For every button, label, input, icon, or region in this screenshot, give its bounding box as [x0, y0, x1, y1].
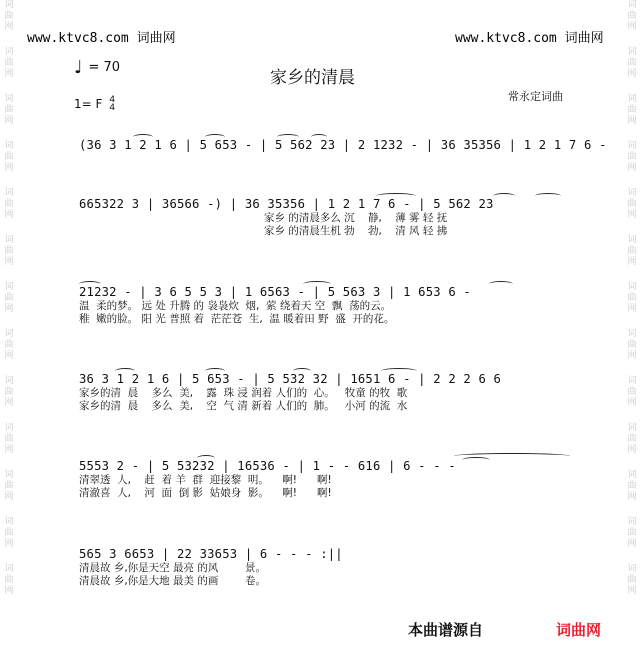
watermark-char: 网: [627, 304, 637, 314]
watermark-char: 网: [4, 304, 14, 314]
watermark-char: 网: [4, 210, 14, 220]
watermark-char: 词: [627, 47, 637, 57]
lyric-line: 家乡的清 晨 多么 美, 空 气 清 新着 人们的 肺。 小河 的流 水: [79, 400, 408, 412]
watermark-char: 词: [627, 564, 637, 574]
watermark-char: 曲: [4, 340, 14, 350]
watermark-char: 曲: [627, 481, 637, 491]
slur-mark: [381, 368, 417, 374]
source-label: 本曲谱源自: [408, 621, 484, 639]
tempo-marking: [74, 56, 121, 78]
slur-mark: [376, 193, 416, 199]
lyric-line: 家乡 的清晨多么 沉 静, 薄 雾 轻 抚: [264, 212, 448, 224]
watermark-char: 曲: [4, 528, 14, 538]
score-system: [79, 458, 574, 500]
slur-mark: [197, 455, 215, 461]
watermark-char: 曲: [627, 246, 637, 256]
watermark-unit: [627, 517, 636, 550]
watermark-char: 网: [4, 257, 14, 267]
lyric-line: 清晨故 乡,你是大地 最美 的画 卷。: [79, 575, 267, 587]
watermark-char: 曲: [4, 434, 14, 444]
watermark-unit: [627, 423, 636, 456]
song-title: 家乡的清晨: [270, 68, 355, 88]
score-system: [79, 284, 574, 326]
watermark-char: 网: [627, 210, 637, 220]
watermark-unit: [4, 235, 13, 268]
key-value: 1= F: [74, 97, 103, 111]
watermark-unit: [627, 94, 636, 127]
watermark-char: 词: [4, 141, 14, 151]
site-url-right[interactable]: www.ktvc8.com 词曲网: [455, 31, 604, 46]
slur-mark: [311, 134, 327, 140]
quarter-note-icon: ♩: [74, 56, 83, 78]
watermark-char: 网: [627, 163, 637, 173]
slur-mark: [79, 281, 101, 287]
watermark-char: 词: [627, 376, 637, 386]
watermark-unit: [4, 470, 13, 503]
watermark-unit: [627, 0, 636, 33]
slur-mark: [205, 134, 225, 140]
notation-line: (36 3 1 2 1 6 | 5 653 - | 5 562 23 | 2 1232 - | 36 35356 | 1 2 1 7 6 -: [79, 138, 607, 152]
lyric-line: 家乡 的清晨生机 勃 勃, 清 风 轻 拂: [264, 225, 448, 237]
watermark-char: 曲: [627, 199, 637, 209]
watermark-unit: [4, 376, 13, 409]
watermark-char: 网: [627, 398, 637, 408]
watermark-unit: [627, 47, 636, 80]
watermark-unit: [4, 423, 13, 456]
watermark-char: 词: [4, 235, 14, 245]
watermark-unit: [4, 517, 13, 550]
source-site-link[interactable]: 词曲网: [556, 621, 602, 639]
watermark-char: 词: [627, 423, 637, 433]
watermark-char: 曲: [627, 340, 637, 350]
watermark-char: 曲: [4, 246, 14, 256]
slur-mark: [535, 193, 561, 199]
watermark-char: 词: [4, 188, 14, 198]
watermark-char: 网: [627, 116, 637, 126]
watermark-char: 曲: [627, 293, 637, 303]
watermark-char: 词: [627, 94, 637, 104]
lyric-line: 稚 嫩的脸。 阳 光 普照 着 茫茫苍 生, 温 暖着田 野 盛 开的花。: [79, 313, 395, 325]
watermark-char: 网: [4, 586, 14, 596]
time-signature-top: 4: [109, 95, 116, 105]
watermark-char: 网: [4, 69, 14, 79]
watermark-char: 词: [4, 47, 14, 57]
watermark-char: 曲: [4, 105, 14, 115]
watermark-char: 曲: [627, 152, 637, 162]
watermark-char: 曲: [627, 528, 637, 538]
watermark-char: 网: [627, 539, 637, 549]
watermark-char: 曲: [627, 58, 637, 68]
slur-mark: [205, 368, 225, 374]
slur-mark: [133, 134, 153, 140]
watermark-char: 词: [4, 376, 14, 386]
watermark-char: 网: [4, 492, 14, 502]
slur-mark: [462, 457, 490, 463]
tempo-value: = 70: [88, 60, 121, 75]
key-signature: [74, 96, 115, 112]
watermark-char: 网: [627, 257, 637, 267]
watermark-char: 词: [4, 517, 14, 527]
lyric-line: 家乡的清 晨 多么 美, 露 珠 浸 润着 人们的 心。 牧童 的牧 歌: [79, 387, 408, 399]
watermark-char: 词: [627, 470, 637, 480]
watermark-char: 曲: [4, 199, 14, 209]
watermark-char: 词: [4, 94, 14, 104]
watermark-char: 网: [627, 22, 637, 32]
watermark-unit: [4, 282, 13, 315]
watermark-unit: [4, 94, 13, 127]
watermark-char: 曲: [627, 575, 637, 585]
lyric-line: 清晨故 乡,你是天空 最亮 的风 景。: [79, 562, 267, 574]
watermark-unit: [4, 329, 13, 362]
watermark-char: 曲: [4, 575, 14, 585]
slur-mark: [277, 134, 299, 140]
watermark-char: 词: [627, 141, 637, 151]
watermark-unit: [627, 141, 636, 174]
watermark-char: 网: [4, 445, 14, 455]
score-system: [79, 546, 574, 588]
notation-line: 665322 3 | 36566 -) | 36 35356 | 1 2 1 7 6 - | 5 562 23: [79, 197, 494, 211]
watermark-unit: [627, 188, 636, 221]
watermark-unit: [627, 564, 636, 597]
lyric-line: 清翠透 人, 赶 着 羊 群 迎接黎 明。 啊! 啊!: [79, 474, 332, 486]
notation-line: 36 3 1 2 1 6 | 5 653 - | 5 532 32 | 1651 6 - | 2 2 2 6 6: [79, 372, 502, 386]
score-system: [79, 137, 607, 153]
watermark-char: 网: [4, 116, 14, 126]
watermark-char: 曲: [4, 293, 14, 303]
watermark-char: 曲: [627, 434, 637, 444]
watermark-unit: [627, 329, 636, 362]
watermark-unit: [627, 376, 636, 409]
score-system: [79, 371, 574, 413]
site-url-left[interactable]: www.ktvc8.com 词曲网: [27, 31, 176, 46]
watermark-unit: [627, 282, 636, 315]
watermark-char: 网: [627, 586, 637, 596]
watermark-unit: [4, 141, 13, 174]
watermark-char: 词: [627, 235, 637, 245]
watermark-column-right: [623, 0, 641, 666]
watermark-char: 网: [627, 69, 637, 79]
slur-mark: [303, 281, 331, 287]
lyric-line: 温 柔的梦。 远 处 升腾 的 袅袅炊 烟, 萦 绕着天 空 飘 荡的云。: [79, 300, 392, 312]
score-system: [79, 196, 574, 238]
watermark-char: 曲: [4, 11, 14, 21]
slur-mark: [493, 193, 515, 199]
watermark-unit: [627, 470, 636, 503]
watermark-char: 网: [627, 351, 637, 361]
watermark-char: 词: [627, 517, 637, 527]
watermark-char: 词: [4, 470, 14, 480]
time-signature-bottom: 4: [109, 103, 116, 113]
watermark-unit: [4, 564, 13, 597]
slur-mark: [115, 368, 135, 374]
watermark-char: 词: [4, 329, 14, 339]
watermark-column-left: [0, 0, 18, 666]
watermark-char: 词: [4, 423, 14, 433]
watermark-char: 词: [4, 0, 14, 10]
lyric-line: 清澈喜 人, 河 面 倒 影 姑娘身 影。 啊! 啊!: [79, 487, 332, 499]
notation-line: 5553 2 - | 5 53232 | 16536 - | 1 - - 616 | 6 - - -: [79, 459, 456, 473]
watermark-unit: [4, 0, 13, 33]
watermark-char: 网: [4, 398, 14, 408]
watermark-char: 网: [627, 445, 637, 455]
watermark-char: 词: [627, 282, 637, 292]
watermark-char: 曲: [4, 387, 14, 397]
watermark-unit: [4, 188, 13, 221]
song-author: 常永定词曲: [508, 90, 563, 103]
watermark-char: 网: [4, 163, 14, 173]
watermark-char: 词: [4, 282, 14, 292]
watermark-char: 词: [627, 188, 637, 198]
watermark-char: 曲: [4, 152, 14, 162]
time-signature: [109, 96, 115, 112]
watermark-char: 曲: [4, 58, 14, 68]
notation-line: 21232 - | 3 6 5 5 3 | 1 6563 - | 5 563 3 | 1 653 6 -: [79, 285, 471, 299]
watermark-char: 词: [627, 0, 637, 10]
watermark-char: 词: [4, 564, 14, 574]
slur-mark: [489, 281, 513, 287]
watermark-char: 网: [4, 22, 14, 32]
watermark-char: 曲: [4, 481, 14, 491]
notation-line: 565 3 6653 | 22 33653 | 6 - - - :||: [79, 547, 343, 561]
watermark-unit: [4, 47, 13, 80]
watermark-char: 词: [627, 329, 637, 339]
watermark-char: 曲: [627, 105, 637, 115]
watermark-char: 曲: [627, 387, 637, 397]
watermark-char: 网: [4, 539, 14, 549]
watermark-char: 曲: [627, 11, 637, 21]
watermark-char: 网: [627, 492, 637, 502]
watermark-unit: [627, 235, 636, 268]
slur-mark: [293, 368, 311, 374]
watermark-char: 网: [4, 351, 14, 361]
